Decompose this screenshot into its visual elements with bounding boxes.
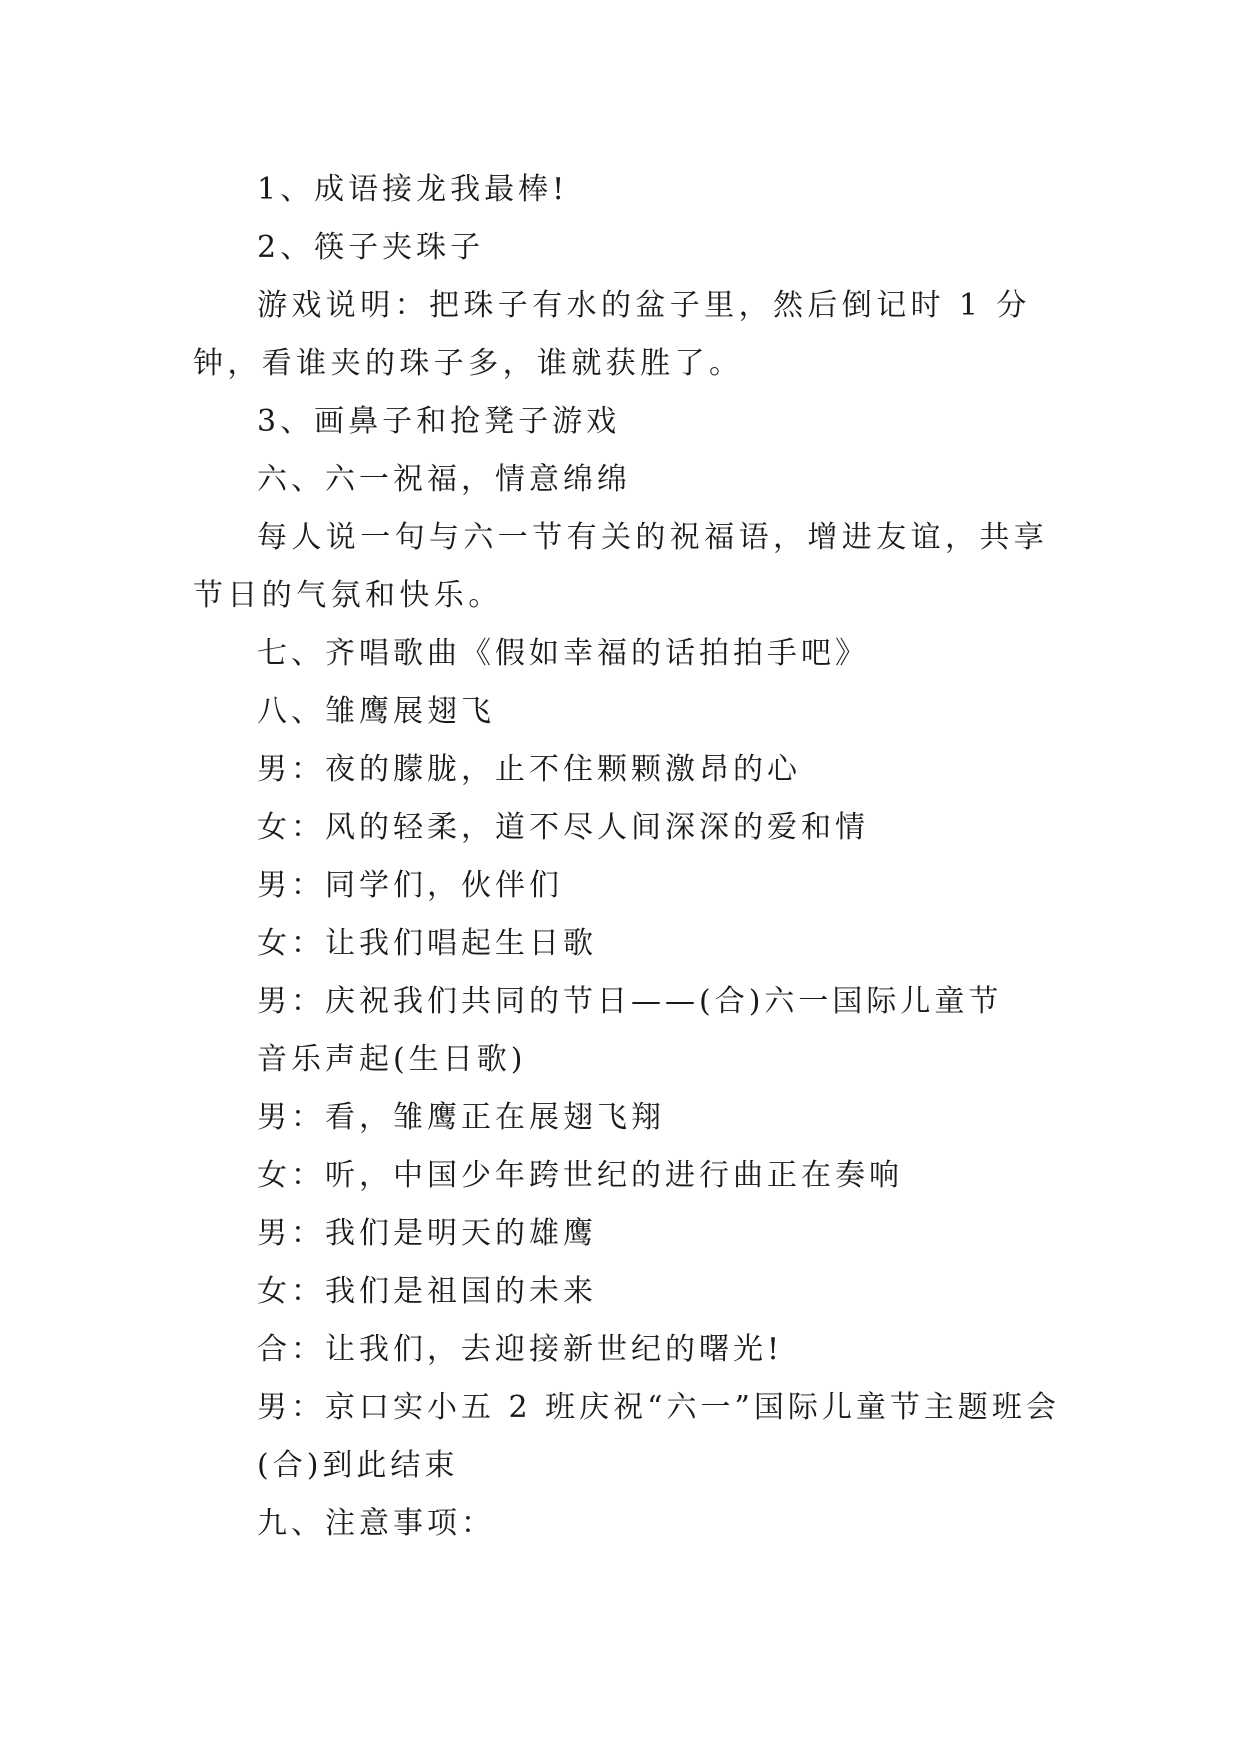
dialogue-line: 男：同学们，伙伴们: [257, 868, 563, 903]
paragraph: 1、成语接龙我最棒!: [257, 172, 569, 207]
dialogue-line: 男：夜的朦胧，止不住颗颗激昂的心: [257, 752, 801, 787]
dialogue-line: 男：庆祝我们共同的节日——(合)六一国际儿童节: [257, 984, 1003, 1019]
section-heading: 八、雏鹰展翅飞: [257, 694, 495, 729]
dialogue-line: 女：我们是祖国的未来: [257, 1274, 597, 1309]
dialogue-line: 男：看，雏鹰正在展翅飞翔: [257, 1100, 665, 1135]
dialogue-line: (合)到此结束: [257, 1448, 459, 1483]
section-heading: 六、六一祝福，情意绵绵: [257, 462, 631, 497]
dialogue-line: 合：让我们，去迎接新世纪的曙光!: [257, 1332, 784, 1367]
dialogue-line: 女：让我们唱起生日歌: [257, 926, 597, 961]
section-heading: 七、齐唱歌曲《假如幸福的话拍拍手吧》: [257, 636, 869, 671]
stage-direction: 音乐声起(生日歌): [257, 1042, 527, 1077]
dialogue-line: 男：我们是明天的雄鹰: [257, 1216, 597, 1251]
paragraph: 2、筷子夹珠子: [257, 230, 485, 265]
section-heading: 九、注意事项：: [257, 1506, 495, 1541]
dialogue-line: 男：京口实小五 2 班庆祝“六一”国际儿童节主题班会: [257, 1390, 1060, 1425]
paragraph: 每人说一句与六一节有关的祝福语，增进友谊，共享节日的气氛和快乐。: [193, 520, 1049, 613]
dialogue-line: 女：风的轻柔，道不尽人间深深的爱和情: [257, 810, 869, 845]
dialogue-line: 女：听，中国少年跨世纪的进行曲正在奏响: [257, 1158, 903, 1193]
paragraph: 3、画鼻子和抢凳子游戏: [257, 404, 621, 439]
document-body: [193, 161, 1073, 1553]
paragraph: 游戏说明：把珠子有水的盆子里，然后倒记时 1 分钟，看谁夹的珠子多，谁就获胜了。: [193, 288, 1031, 381]
